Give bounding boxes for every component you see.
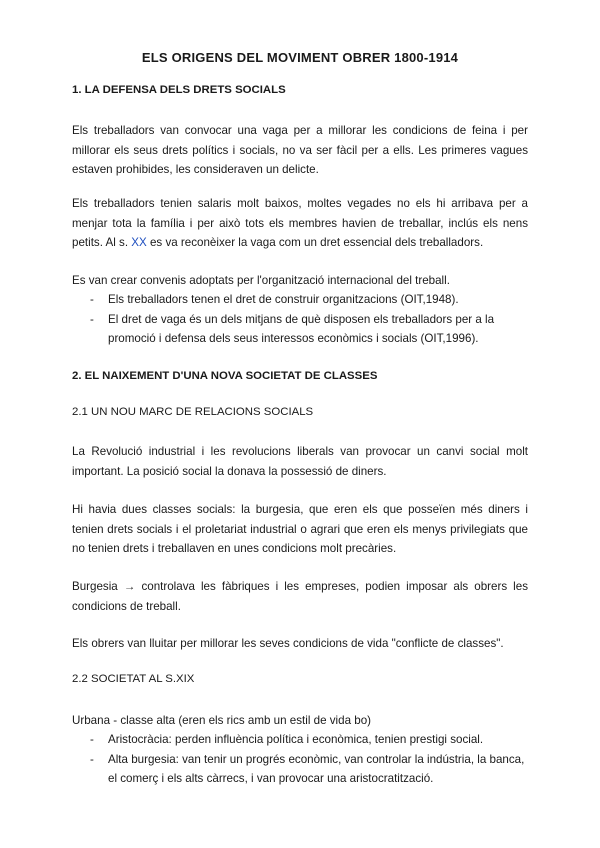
- list-item-text: Els treballadors tenen el dret de construir organitzacions (OIT,1948).: [108, 293, 459, 306]
- list-item: [72, 730, 528, 750]
- document-title: ELS ORIGENS DEL MOVIMENT OBRER 1800-1914: [141, 50, 459, 65]
- section-1-paragraph-2: [72, 194, 528, 253]
- section-2-list: [72, 730, 528, 789]
- section-1-list: [72, 290, 528, 349]
- section-2-heading: 2. EL NAIXEMENT D'UNA NOVA SOCIETAT DE CLASSES: [72, 370, 378, 382]
- list-item-text: El dret de vaga és un dels mitjans de què disposen els treballadors per a la promoció i defensa dels seus interessos econòmics i socials (OIT,1996).: [108, 312, 495, 346]
- paragraph-2-end: es va reconèixer la vaga com un dret essencial dels treballadors.: [146, 236, 484, 250]
- list-item-text: Alta burgesia: van tenir un progrés econòmic, van controlar la indústria, la banca, el comerç i els alts càrrecs, i van provocar una aristocratització.: [108, 752, 525, 786]
- century-roman-numeral: XX: [131, 236, 147, 250]
- section-2-paragraph-1: La Revolució industrial i les revolucions liberals van provocar un canvi social molt important. La posició social la donava la possessió de diners.: [72, 445, 528, 478]
- list-dash: -: [90, 733, 94, 746]
- subsection-2-1-heading: 2.1 UN NOU MARC DE RELACIONS SOCIALS: [72, 406, 314, 418]
- section-1-paragraph-3: Es van crear convenis adoptats per l'organització internacional del treball.: [72, 274, 450, 287]
- list-dash: -: [90, 293, 94, 306]
- list-item: [72, 290, 528, 310]
- section-1-heading: 1. LA DEFENSA DELS DRETS SOCIALS: [72, 84, 286, 96]
- list-item: [72, 750, 528, 789]
- section-2-paragraph-2: Hi havia dues classes socials: la burgesia, que eren els que posseïen més diners i tenien drets socials i el proletariat industrial o agrari que eren els menys privilegiats que no tenien drets i treballaven en unes condicions molt precàries.: [72, 503, 528, 556]
- list-dash: -: [90, 312, 94, 326]
- section-2-paragraph-4: Els obrers van lluitar per millorar les seves condicions de vida "conflicte de classes".: [72, 637, 504, 650]
- list-item: [72, 310, 528, 349]
- section-2-paragraph-3: Burgesia → controlava les fàbriques i les empreses, podien imposar als obrers les condicions de treball.: [72, 580, 528, 613]
- section-1-paragraph-1: Els treballadors van convocar una vaga per a millorar les condicions de feina i per millorar els seus drets polítics i socials, no va ser fàcil per a ells. Les primeres vagues estaven prohibides, les consideraven un delicte.: [72, 124, 528, 177]
- subsection-2-2-heading: 2.2 SOCIETAT AL S.XIX: [72, 673, 195, 685]
- list-dash: -: [90, 752, 94, 766]
- section-2-paragraph-5: Urbana - classe alta (eren els rics amb un estil de vida bo): [72, 714, 371, 727]
- list-item-text: Aristocràcia: perden influència política i econòmica, tenien prestigi social.: [108, 733, 484, 746]
- paragraph-2-text: Els treballadors tenien salaris molt baixos, moltes vegades no els hi arribava per a menjar tota la família i per això tots els membres havien de treballar, inclús els nens petits. Al s.: [72, 197, 528, 250]
